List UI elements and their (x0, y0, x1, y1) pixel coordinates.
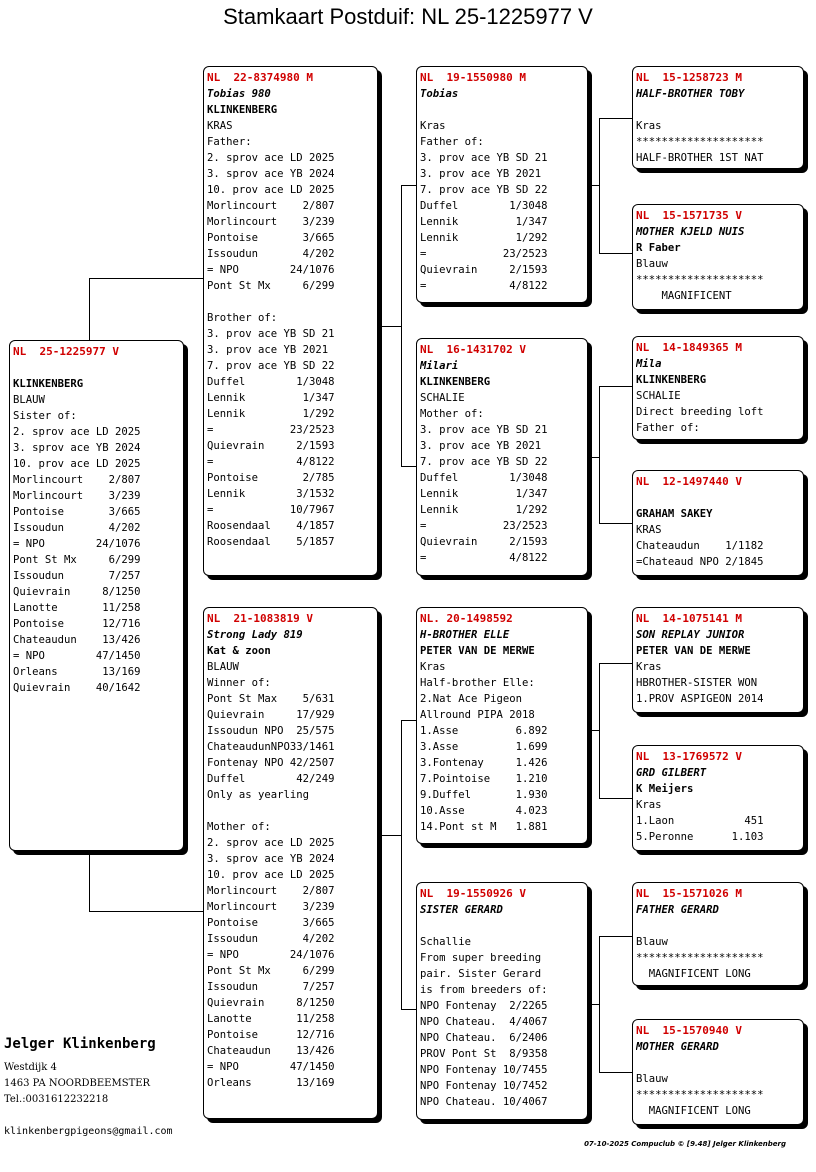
card-line: MOTHER GERARD (636, 1041, 719, 1053)
card-line: Kras (420, 661, 446, 673)
pigeon-card-sdd[interactable] (632, 470, 804, 576)
card-line: 3. prov ace YB SD 21 (207, 328, 335, 340)
card-line: Pont St Mx 6/299 (207, 965, 335, 977)
pigeon-card-ssd[interactable] (632, 204, 804, 310)
ring-number: NL 12-1497440 V (636, 475, 742, 488)
card-line: ******************** (636, 952, 764, 964)
footer-credits: 07-10-2025 Compuclub © [9.48] Jelger Klinkenberg (584, 1140, 786, 1148)
connector-line (599, 663, 633, 664)
connector-line (599, 386, 633, 387)
owner-address-line2: 1463 PA NOORDBEEMSTER (4, 1078, 151, 1089)
card-line: Issoudun 4/202 (207, 933, 335, 945)
card-line: Quievrain 2/1593 (207, 440, 335, 452)
pigeon-card-dss[interactable] (632, 607, 804, 713)
connector-line (401, 466, 417, 467)
card-line: Lennik 1/347 (420, 488, 548, 500)
connector-line (599, 118, 633, 119)
connector-line (599, 936, 633, 937)
card-line: Sister of: (13, 410, 77, 422)
card-line: Pontoise 12/716 (13, 618, 141, 630)
pigeon-card-sire-sire[interactable] (416, 66, 588, 303)
card-line (636, 490, 800, 506)
card-line: NPO Fontenay 10/7455 (420, 1064, 548, 1076)
card-line: SON REPLAY JUNIOR (636, 629, 745, 641)
card-line: ******************** (636, 274, 764, 286)
card-line: 3. sprov ace YB 2024 (207, 168, 335, 180)
card-line: 3. prov ace YB SD 21 (420, 424, 548, 436)
card-line: Lennik 1/347 (420, 216, 548, 228)
card-line: H-BROTHER ELLE (420, 629, 510, 641)
connector-line (401, 185, 417, 186)
card-line: Mother of: (420, 408, 484, 420)
pigeon-card-dds[interactable] (632, 882, 804, 986)
pigeon-card-ddd[interactable] (632, 1019, 804, 1125)
connector-line (89, 278, 204, 279)
card-line: Blauw (636, 258, 668, 270)
card-line: HALF-BROTHER 1ST NAT (636, 152, 764, 164)
connector-line (89, 278, 90, 340)
card-line: KRAS (207, 120, 233, 132)
ring-number: NL 19-1550926 V (420, 887, 526, 900)
card-line: Morlincourt 3/239 (207, 216, 335, 228)
card-line (420, 918, 584, 934)
card-line: Pontoise 3/665 (207, 232, 335, 244)
card-line: Pontoise 3/665 (207, 917, 335, 929)
pigeon-card-dam-dam[interactable] (416, 882, 588, 1120)
card-line: Quievrain 8/1250 (13, 586, 141, 598)
card-line: Pontoise 2/785 (207, 472, 335, 484)
ring-number: NL 25-1225977 V (13, 345, 119, 358)
card-line: Mother of: (207, 821, 271, 833)
card-line: Morlincourt 2/807 (207, 885, 335, 897)
card-line: 10.Asse 4.023 (420, 805, 548, 817)
card-line: GRD GILBERT (636, 767, 707, 779)
pigeon-card-sss[interactable] (632, 66, 804, 169)
card-line: 3. prov ace YB 2021 (207, 344, 329, 356)
card-line: 10. prov ace LD 2025 (13, 458, 141, 470)
card-line: Chateaudun 1/1182 (636, 540, 764, 552)
card-line: Brother of: (207, 312, 278, 324)
card-line: = 4/8122 (420, 552, 548, 564)
card-line: Chateaudun 13/426 (13, 634, 141, 646)
card-line: = 4/8122 (420, 280, 548, 292)
card-line (207, 803, 374, 819)
card-line: KRAS (636, 524, 662, 536)
connector-line (599, 523, 633, 524)
card-line: 5.Peronne 1.103 (636, 831, 764, 843)
card-line: Kras (636, 661, 662, 673)
card-line: Quievrain 17/929 (207, 709, 335, 721)
connector-line (380, 326, 402, 327)
card-line: Pont St Mx 6/299 (207, 280, 335, 292)
card-line: 1.Asse 6.892 (420, 725, 548, 737)
ring-number: NL 22-8374980 M (207, 71, 313, 84)
card-line: SCHALIE (420, 392, 465, 404)
card-line: 7. prov ace YB SD 22 (420, 184, 548, 196)
pigeon-card-sire[interactable] (203, 66, 378, 576)
card-line: Father of: (636, 422, 700, 434)
card-line: FATHER GERARD (636, 904, 719, 916)
card-line: Duffel 1/3048 (207, 376, 335, 388)
card-line: Quievrain 40/1642 (13, 682, 141, 694)
connector-line (380, 835, 402, 836)
card-line: Roosendaal 5/1857 (207, 536, 335, 548)
card-line: KLINKENBERG (420, 376, 491, 388)
card-line: MOTHER KJELD NUIS (636, 226, 745, 238)
card-line: Tobias (420, 88, 459, 100)
card-line: Orleans 13/169 (207, 1077, 335, 1089)
card-line: 7. prov ace YB SD 22 (420, 456, 548, 468)
card-line: BLAUW (207, 661, 239, 673)
card-line: Chateaudun 13/426 (207, 1045, 335, 1057)
card-line: KLINKENBERG (13, 378, 84, 390)
card-line: Morlincourt 2/807 (13, 474, 141, 486)
card-line (636, 102, 800, 118)
card-line: NPO Chateau. 4/4067 (420, 1016, 548, 1028)
owner-address-line1: Westdijk 4 (4, 1062, 57, 1073)
card-line: Issoudun 7/257 (13, 570, 141, 582)
card-line: Half-brother Elle: (420, 677, 535, 689)
card-line: PROV Pont St 8/9358 (420, 1048, 548, 1060)
card-line: Lennik 1/292 (420, 232, 548, 244)
card-line: Roosendaal 4/1857 (207, 520, 335, 532)
connector-line (599, 118, 600, 254)
card-line: Father of: (420, 136, 484, 148)
card-line: Fontenay NPO 42/2507 (207, 757, 335, 769)
card-line: NPO Fontenay 2/2265 (420, 1000, 548, 1012)
connector-line (599, 663, 600, 799)
ring-number: NL 15-1258723 M (636, 71, 742, 84)
card-line: Pontoise 12/716 (207, 1029, 335, 1041)
card-line: 3. sprov ace YB 2024 (207, 853, 335, 865)
card-line: Pont St Mx 6/299 (13, 554, 141, 566)
card-line: = NPO 47/1450 (207, 1061, 335, 1073)
card-line: Allround PIPA 2018 (420, 709, 535, 721)
card-line: MAGNIFICENT LONG (636, 1105, 751, 1117)
card-line: Pontoise 3/665 (13, 506, 141, 518)
card-line: is from breeders of: (420, 984, 548, 996)
card-line: = 4/8122 (207, 456, 335, 468)
card-line: Issoudun 4/202 (207, 248, 335, 260)
card-line: 2.Nat Ace Pigeon (420, 693, 523, 705)
card-line: = 23/2523 (207, 424, 335, 436)
card-line: 1.PROV ASPIGEON 2014 (636, 693, 764, 705)
card-line (636, 918, 800, 934)
card-line: Lanotte 11/258 (13, 602, 141, 614)
card-line: 10. prov ace LD 2025 (207, 869, 335, 881)
card-line: BLAUW (13, 394, 45, 406)
card-line: Blauw (636, 936, 668, 948)
card-line (636, 1055, 800, 1071)
card-line: = NPO 24/1076 (13, 538, 141, 550)
card-line: Mila (636, 358, 662, 370)
card-line: 7.Pointoise 1.210 (420, 773, 548, 785)
card-line: K Meijers (636, 783, 694, 795)
card-line: Lennik 3/1532 (207, 488, 335, 500)
ring-number: NL 21-1083819 V (207, 612, 313, 625)
card-line: Issoudun NPO 25/575 (207, 725, 335, 737)
card-line: Morlincourt 2/807 (207, 200, 335, 212)
card-line: 7. prov ace YB SD 22 (207, 360, 335, 372)
ring-number: NL 16-1431702 V (420, 343, 526, 356)
card-line: Morlincourt 3/239 (207, 901, 335, 913)
ring-number: NL 13-1769572 V (636, 750, 742, 763)
card-line: 3.Fontenay 1.426 (420, 757, 548, 769)
ring-number: NL 15-1571026 M (636, 887, 742, 900)
card-line: Pont St Max 5/631 (207, 693, 335, 705)
card-line: Blauw (636, 1073, 668, 1085)
card-line: Orleans 13/169 (13, 666, 141, 678)
card-line: Only as yearling (207, 789, 310, 801)
card-line: Lennik 1/347 (207, 392, 335, 404)
card-line: 3. prov ace YB SD 21 (420, 152, 548, 164)
card-line: From super breeding (420, 952, 542, 964)
card-line (13, 360, 180, 376)
card-line: NPO Chateau. 10/4067 (420, 1096, 548, 1108)
pigeon-card-dsd[interactable] (632, 745, 804, 851)
card-line: 14.Pont st M 1.881 (420, 821, 548, 833)
connector-line (599, 253, 633, 254)
connector-line (599, 1072, 633, 1073)
card-line: SISTER GERARD (420, 904, 503, 916)
card-line: KLINKENBERG (636, 374, 707, 386)
card-line: Kat & zoon (207, 645, 271, 657)
ring-number: NL 15-1571735 V (636, 209, 742, 222)
card-line: = NPO 47/1450 (13, 650, 141, 662)
card-line: Quievrain 2/1593 (420, 264, 548, 276)
ring-number: NL 15-1570940 V (636, 1024, 742, 1037)
card-line: 2. sprov ace LD 2025 (13, 426, 141, 438)
card-line (420, 102, 584, 118)
ring-number: NL. 20-1498592 (420, 612, 513, 625)
pigeon-card-sds[interactable] (632, 336, 804, 440)
card-line: Kras (636, 120, 662, 132)
card-line: Morlincourt 3/239 (13, 490, 141, 502)
card-line: SCHALIE (636, 390, 681, 402)
card-line: 3.Asse 1.699 (420, 741, 548, 753)
connector-line (401, 720, 417, 721)
pigeon-card-sire-dam[interactable] (416, 338, 588, 576)
card-line: R Faber (636, 242, 681, 254)
card-line: = NPO 24/1076 (207, 949, 335, 961)
card-line: ******************** (636, 1089, 764, 1101)
card-line: 10. prov ace LD 2025 (207, 184, 335, 196)
connector-line (401, 1009, 417, 1010)
card-line: 2. sprov ace LD 2025 (207, 837, 335, 849)
owner-name: Jelger Klinkenberg (4, 1036, 156, 1052)
pigeon-card-dam[interactable] (203, 607, 378, 1119)
card-line: ChateaudunNPO33/1461 (207, 741, 335, 753)
card-line: ******************** (636, 136, 764, 148)
card-line: HBROTHER-SISTER WON (636, 677, 758, 689)
ring-number: NL 14-1075141 M (636, 612, 742, 625)
card-line: Lennik 1/292 (207, 408, 335, 420)
card-line: Duffel 42/249 (207, 773, 335, 785)
card-line: Kras (420, 120, 446, 132)
connector-line (401, 720, 402, 1010)
ring-number: NL 14-1849365 M (636, 341, 742, 354)
card-line: Duffel 1/3048 (420, 200, 548, 212)
card-line: Issoudun 4/202 (13, 522, 141, 534)
connector-line (599, 936, 600, 1073)
card-line: = 23/2523 (420, 248, 548, 260)
connector-line (401, 185, 402, 467)
card-line: 3. prov ace YB 2021 (420, 168, 542, 180)
card-line: Lennik 1/292 (420, 504, 548, 516)
card-line: = NPO 24/1076 (207, 264, 335, 276)
card-line: Father: (207, 136, 252, 148)
card-line: Schallie (420, 936, 472, 948)
pigeon-card-subject[interactable] (9, 340, 184, 851)
card-line: = 23/2523 (420, 520, 548, 532)
card-line: Issoudun 7/257 (207, 981, 335, 993)
card-line (207, 294, 374, 310)
card-line: pair. Sister Gerard (420, 968, 542, 980)
card-line: 1.Laon 451 (636, 815, 764, 827)
card-line: Lanotte 11/258 (207, 1013, 335, 1025)
card-line: Direct breeding loft (636, 406, 764, 418)
card-line: 2. sprov ace LD 2025 (207, 152, 335, 164)
card-line: MAGNIFICENT LONG (636, 968, 751, 980)
card-line: 9.Duffel 1.930 (420, 789, 548, 801)
card-line: KLINKENBERG (207, 104, 278, 116)
owner-email[interactable]: klinkenbergpigeons@gmail.com (4, 1126, 173, 1137)
card-line: Winner of: (207, 677, 271, 689)
connector-line (599, 798, 633, 799)
card-line: Tobias 980 (207, 88, 271, 100)
card-line: Strong Lady 819 (207, 629, 303, 641)
page-title: Stamkaart Postduif: NL 25-1225977 V (223, 4, 593, 29)
card-line: GRAHAM SAKEY (636, 508, 713, 520)
card-line: Kras (636, 799, 662, 811)
card-line: 3. prov ace YB 2021 (420, 440, 542, 452)
card-line: NPO Chateau. 6/2406 (420, 1032, 548, 1044)
card-line: PETER VAN DE MERWE (636, 645, 751, 657)
card-line: Duffel 1/3048 (420, 472, 548, 484)
ring-number: NL 19-1550980 M (420, 71, 526, 84)
card-line: NPO Fontenay 10/7452 (420, 1080, 548, 1092)
pigeon-card-dam-sire[interactable] (416, 607, 588, 844)
card-line: Milari (420, 360, 459, 372)
card-line: Quievrain 2/1593 (420, 536, 548, 548)
card-line: Quievrain 8/1250 (207, 997, 335, 1009)
connector-line (599, 386, 600, 524)
card-line: HALF-BROTHER TOBY (636, 88, 745, 100)
connector-line (89, 852, 90, 912)
card-line: =Chateaud NPO 2/1845 (636, 556, 764, 568)
card-line: MAGNIFICENT (636, 290, 732, 302)
connector-line (89, 911, 204, 912)
card-line: = 10/7967 (207, 504, 335, 516)
card-line: 3. sprov ace YB 2024 (13, 442, 141, 454)
card-line: PETER VAN DE MERWE (420, 645, 535, 657)
owner-phone: Tel.:0031612232218 (4, 1094, 109, 1105)
